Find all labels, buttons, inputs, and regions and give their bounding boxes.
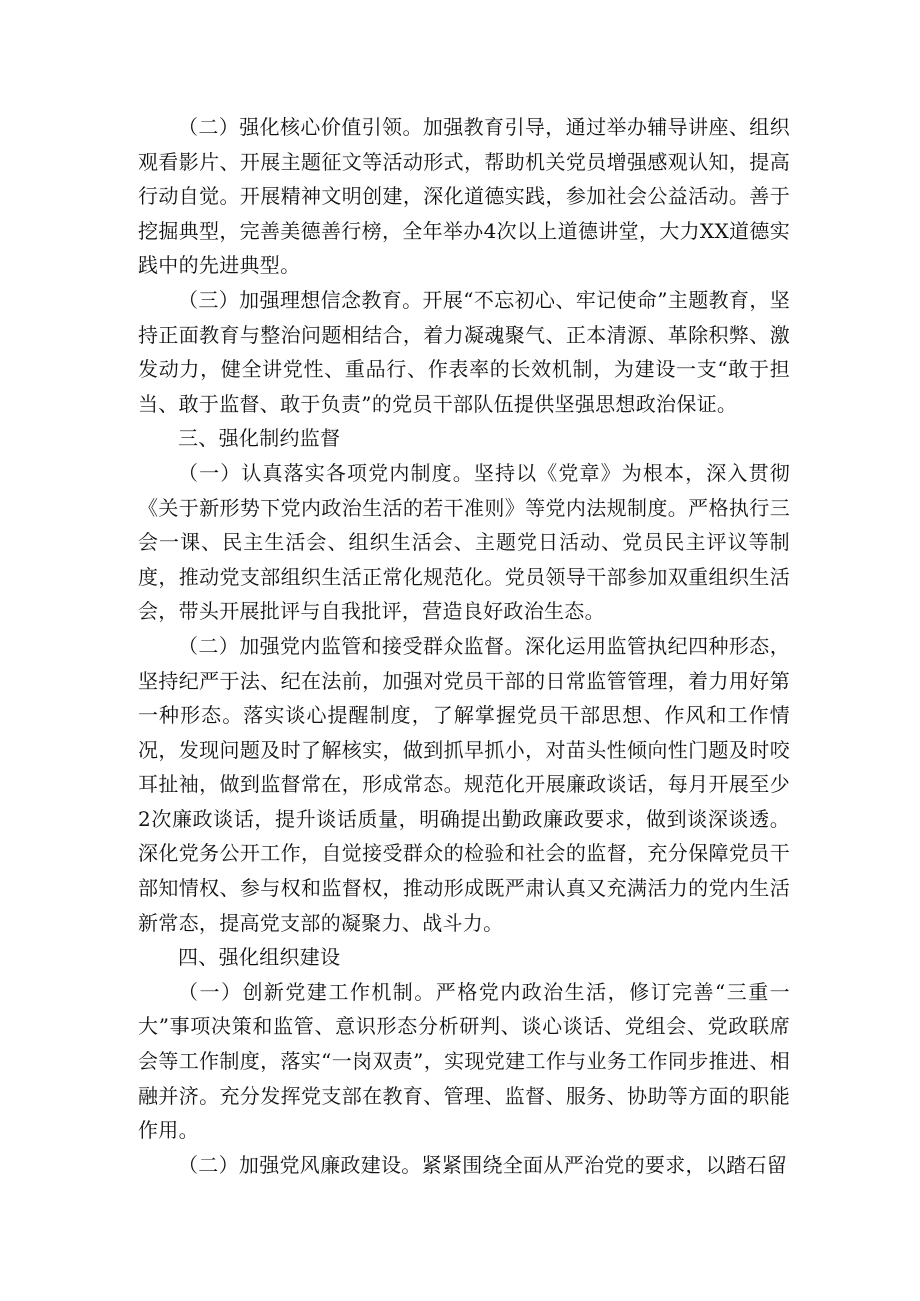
section-heading-organization: 四、强化组织建设 [178, 945, 341, 970]
paragraph-integrity: （二）加强党风廉政建设。紧紧围绕全面从严治党的要求，以踏石留 [178, 1152, 787, 1177]
paragraph-ideals-education: （三）加强理想信念教育。开展“不忘初心、牢记使命”主题教育，坚持正面教育与整治问题相结合，着力凝魂聚气、正本清源、革除积弊、激发动力，健全讲党性、重品行、作表率的长效机制，为建设一支“敢于担当、敢于监督、敢于负责”的党员干部队伍提供坚强思想政治保证。 [138, 287, 790, 416]
paragraph-work-mechanism: （一）创新党建工作机制。严格党内政治生活，修订完善“三重一大”事项决策和监管、意识形态分析研判、谈心谈话、党组会、党政联席会等工作制度，落实“一岗双责”，实现党建工作与业务工作同步推进、相融并济。充分发挥党支部在教育、管理、监督、服务、协助等方面的职能作用。 [138, 979, 790, 1143]
section-heading-supervision: 三、强化制约监督 [178, 426, 341, 451]
paragraph-core-values: （二）强化核心价值引领。加强教育引导，通过举办辅导讲座、组织观看影片、开展主题征文等活动形式，帮助机关党员增强感观认知，提高行动自觉。开展精神文明创建，深化道德实践，参加社会公益活动。善于挖掘典型，完善美德善行榜，全年举办4次以上道德讲堂，大力XX道德实践中的先进典型。 [138, 115, 790, 278]
document-body [138, 110, 790, 1182]
paragraph-party-rules: （一）认真落实各项党内制度。坚持以《党章》为根本，深入贯彻《关于新形势下党内政治生活的若干准则》等党内法规制度。严格执行三会一课、民主生活会、组织生活会、主题党日活动、党员民主评议等制度，推动党支部组织生活正常化规范化。党员领导干部参加双重组织生活会，带头开展批评与自我批评，营造良好政治生态。 [138, 460, 790, 624]
paragraph-oversight: （二）加强党内监管和接受群众监督。深化运用监管执纪四种形态，坚持纪严于法、纪在法前，加强对党员干部的日常监管管理，着力用好第一种形态。落实谈心提醒制度，了解掌握党员干部思想、作风和工作情况，发现问题及时了解核实，做到抓早抓小，对苗头性倾向性门题及时咬耳扯袖，做到监督常在，形成常态。规范化开展廉政谈话，每月开展至少2次廉政谈话，提升谈话质量，明确提出勤政廉政要求，做到谈深谈透。深化党务公开工作，自觉接受群众的检验和社会的监督，充分保障党员干部知情权、参与权和监督权，推动形成既严肃认真又充满活力的党内生活新常态，提高党支部的凝聚力、战斗力。 [138, 633, 790, 935]
